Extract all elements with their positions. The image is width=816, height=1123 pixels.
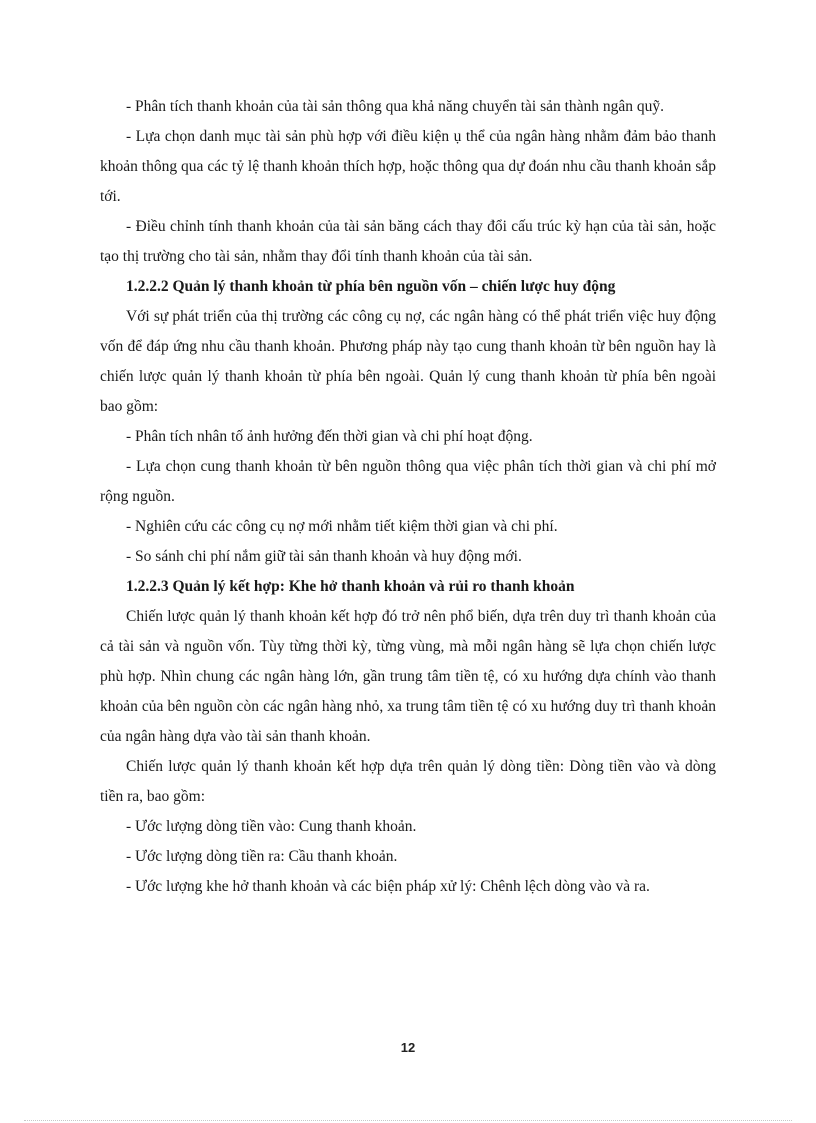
paragraph: Chiến lược quản lý thanh khoản kết hợp dựa trên quản lý dòng tiền: Dòng tiền vào và dòng tiền ra, bao gồm: xyxy=(100,758,716,805)
page-number: 12 xyxy=(400,1040,416,1055)
page-divider xyxy=(24,1120,792,1121)
paragraph: - Lựa chọn danh mục tài sản phù hợp với điều kiện ụ thể của ngân hàng nhằm đảm bảo thanh khoản thông qua các tỷ lệ thanh khoản thích hợp, hoặc thông qua dự đoán nhu cầu thanh khoản sắp tới. xyxy=(100,128,716,205)
paragraph: - Ước lượng dòng tiền vào: Cung thanh khoản. xyxy=(126,818,417,835)
paragraph: - Phân tích thanh khoản của tài sản thông qua khả năng chuyển tài sản thành ngân quỹ. xyxy=(126,98,665,115)
section-heading: 1.2.2.3 Quản lý kết hợp: Khe hở thanh khoản và rủi ro thanh khoản xyxy=(126,578,575,595)
paragraph: - Lựa chọn cung thanh khoản từ bên nguồn thông qua việc phân tích thời gian và chi phí mở rộng nguồn. xyxy=(100,458,716,505)
paragraph: - So sánh chi phí nắm giữ tài sản thanh khoản và huy động mới. xyxy=(126,548,522,565)
paragraph: Với sự phát triển của thị trường các công cụ nợ, các ngân hàng có thể phát triển việc huy động vốn để đáp ứng nhu cầu thanh khoản. Phương pháp này tạo cung thanh khoản từ bên nguồn hay là chiến lược quản lý thanh khoản từ phía bên ngoài. Quản lý cung thanh khoản từ phía bên ngoài bao gồm: xyxy=(100,308,716,415)
paragraph: - Nghiên cứu các công cụ nợ mới nhằm tiết kiệm thời gian và chi phí. xyxy=(126,518,558,535)
paragraph: - Phân tích nhân tố ảnh hưởng đến thời gian và chi phí hoạt động. xyxy=(126,428,533,445)
paragraph: - Điều chỉnh tính thanh khoản của tài sản băng cách thay đổi cấu trúc kỳ hạn của tài sản, hoặc tạo thị trường cho tài sản, nhằm thay đổi tính thanh khoản của tài sản. xyxy=(100,218,716,265)
paragraph: - Ước lượng khe hở thanh khoản và các biện pháp xử lý: Chênh lệch dòng vào và ra. xyxy=(126,878,650,895)
paragraph: - Ước lượng dòng tiền ra: Cầu thanh khoản. xyxy=(126,848,398,865)
paragraph: Chiến lược quản lý thanh khoản kết hợp đó trở nên phổ biến, dựa trên duy trì thanh khoản của cả tài sản và nguồn vốn. Tùy từng thời kỳ, từng vùng, mà mỗi ngân hàng sẽ lựa chọn chiến lược phù hợp. Nhìn chung các ngân hàng lớn, gần trung tâm tiền tệ, có xu hướng dựa chính vào thanh khoản của bên nguồn còn các ngân hàng nhỏ, xa trung tâm tiền tệ có xu hướng duy trì thanh khoản của ngân hàng dựa vào tài sản thanh khoản. xyxy=(100,608,716,745)
document-body xyxy=(100,92,716,902)
section-heading: 1.2.2.2 Quản lý thanh khoản từ phía bên nguồn vốn – chiến lược huy động xyxy=(126,278,616,295)
